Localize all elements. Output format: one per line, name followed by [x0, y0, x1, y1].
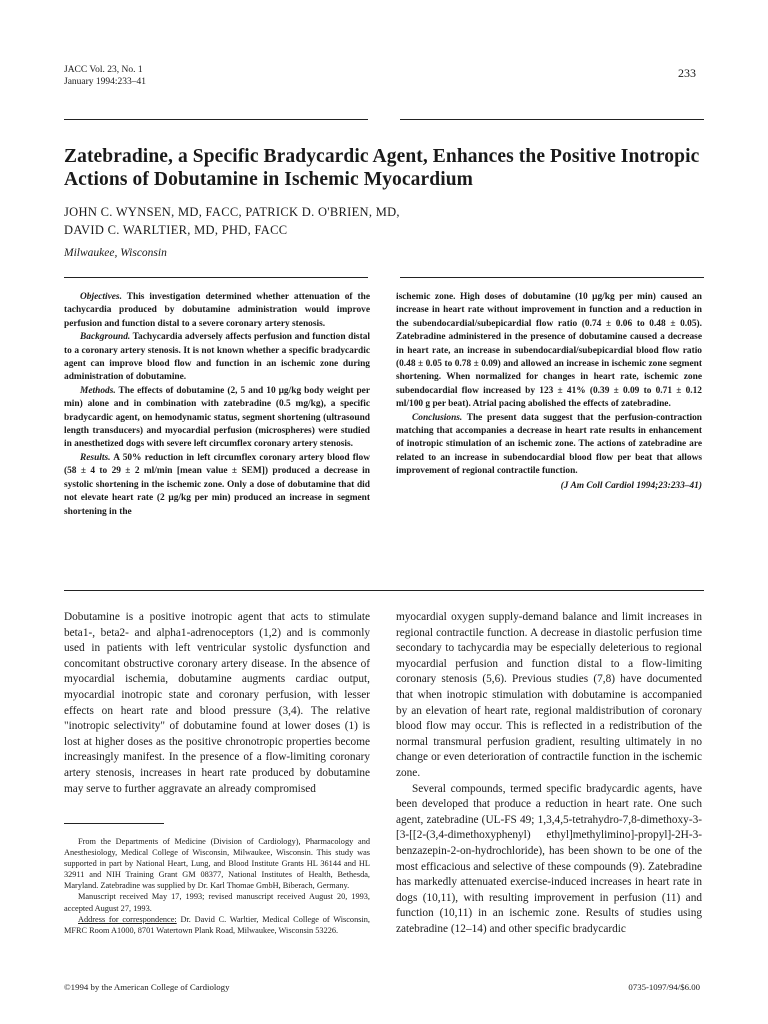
journal-volume: JACC Vol. 23, No. 1 — [64, 65, 143, 75]
abstract-bottom-rule — [64, 590, 704, 591]
journal-date-pages: January 1994:233–41 — [64, 77, 147, 87]
body-right-column — [396, 610, 702, 937]
journal-citation: (J Am Coll Cardiol 1994;23:233–41) — [560, 480, 702, 491]
abstract-left-column — [64, 291, 370, 519]
body-paragraph-1: Dobutamine is a positive inotropic agent that acts to stimulate beta1-, beta2- and alpha1-adrenoceptors (1,2) and is commonly used in patients with left ventricular systolic dysfunction and concomitant obstructive coronary artery disease. In the absence of myocardial ischemia, dobutamine augments cardiac output, myocardial inotropic state and coronary perfusion, with lesser effects on heart rate and blood pressure (3,4). The relative "inotropic selectivity" of dobutamine found at lower doses (1) is lost at higher doses as the positive chronotropic properties become increasingly manifest. In the presence of a flow-limiting coronary artery stenosis, increases in heart rate produced by dobutamine may serve to further aggravate an already compromised — [64, 611, 370, 795]
header-rule-left — [64, 119, 368, 120]
abstract-right-column — [396, 291, 702, 493]
body-paragraph-1-continued: myocardial oxygen supply-demand balance and limit increases in regional contractile function. A decrease in diastolic perfusion time secondary to tachycardia may be especially deleterious to regional myocardial perfusion and function distal to a flow-limiting coronary stenosis (5,6). Previous studies (7,8) have documented that when inotropic stimulation with dobutamine is accompanied by an elevation of heart rate, regional maldistribution of coronary blood flow may occur. This is reflected in a redistribution of the normal transmural perfusion gradient, resulting ultimately in no change or even deterioration of contractile function in the ischemic zone. — [396, 611, 702, 779]
correspondence-label: Address for correspondence: — [78, 914, 177, 924]
background-label: Background. — [80, 332, 131, 343]
journal-reference — [64, 64, 146, 88]
footnote-affiliation: From the Departments of Medicine (Division of Cardiology), Pharmacology and Anesthesiology, Medical College of Wisconsin, Milwaukee, Wisconsin. This study was supported in part by National Heart, Lung, and Blood Institute Grants HL 36144 and HL 32911 and NIH Training Grant GM 08377, National Institutes of Health, Bethesda, Maryland. Zatebradine was supplied by Dr. Karl Thomae GmbH, Biberach, Germany. — [64, 837, 370, 891]
objectives-label: Objectives. — [80, 292, 122, 302]
body-left-column — [64, 610, 370, 797]
conclusions-label: Conclusions. — [412, 412, 463, 423]
methods-label: Methods. — [80, 385, 116, 396]
abstract-results — [64, 452, 370, 519]
objectives-text: This investigation determined whether attenuation of the tachycardia produced by dobutamine administration would improve perfusion and function distal to a severe coronary artery stenosis. — [64, 292, 370, 329]
document-code: 0735-1097/94/$6.00 — [628, 982, 700, 992]
abstract-background — [64, 331, 370, 385]
abstract-rule-left — [64, 277, 368, 278]
page-number: 233 — [678, 66, 696, 80]
authors-line-2: DAVID C. WARLTIER, MD, PHD, FACC — [64, 223, 288, 237]
header-rule-right — [400, 119, 704, 120]
background-text: Tachycardia adversely affects perfusion and function distal to a coronary artery stenosis. It is not known whether a specific bradycardic agent can improve blood flow and function in an ischemic zone during administration of dobutamine. — [64, 332, 370, 383]
authors-line-1: JOHN C. WYNSEN, MD, FACC, PATRICK D. O'BRIEN, MD, — [64, 205, 400, 219]
results-label: Results. — [80, 452, 111, 463]
copyright-notice: ©1994 by the American College of Cardiology — [64, 982, 230, 992]
results-text: A 50% reduction in left circumflex coronary artery blood flow (58 ± 4 to 29 ± 2 ml/min [mean value ± SEM]) produced a decrease in systolic shortening in the ischemic zone. Only a dose of dobutamine that did not elevate heart rate (2 μg/kg per min) produced an increase in segment shortening in the — [64, 452, 370, 517]
article-title: Zatebradine, a Specific Bradycardic Agent, Enhances the Positive Inotropic Actions of Dobutamine in Ischemic Myocardium — [64, 146, 700, 190]
footnote-rule — [64, 823, 164, 824]
footnote-correspondence — [64, 914, 370, 936]
abstract-conclusions — [396, 412, 702, 479]
abstract-objectives — [64, 291, 370, 331]
author-location: Milwaukee, Wisconsin — [64, 247, 167, 259]
abstract-results-continued: ischemic zone. High doses of dobutamine (10 μg/kg per min) caused an increase in heart rate without improvement in function and a reduction in the subendocardial/subepicardial flow ratio (0.74 ± 0.06 to 0.48 ± 0.05). Zatebradine administered in the presence of dobutamine caused a decrease in heart rate, an increase in subendocardial/subepicardial blood flow ratio (0.48 ± 0.05 to 0.78 ± 0.09) and allowed an increase in ischemic zone segment shortening. When normalized for changes in heart rate, ischemic zone subendocardial flow increased by 123 ± 41% (0.39 ± 0.09 to 0.71 ± 0.12 ml/100 g per beat). Atrial pacing abolished the effects of zatebradine. — [396, 292, 702, 410]
abstract-methods — [64, 385, 370, 452]
footnote-received: Manuscript received May 17, 1993; revised manuscript received August 20, 1993, accepted August 27, 1993. — [64, 892, 370, 913]
footnotes — [64, 836, 370, 936]
conclusions-text: The present data suggest that the perfusion-contraction matching that accompanies a decrease in heart rate results in enhancement of inotropic stimulation of an ischemic zone. The actions of zatebradine are related to an increase in subendocardial blood flow per beat that allows improvement of regional contractile function. — [396, 412, 702, 477]
author-list — [64, 203, 704, 239]
body-paragraph-2: Several compounds, termed specific bradycardic agents, have been developed that produce a reduction in heart rate. One such agent, zatebradine (UL-FS 49; 1,3,4,5-tetrahydro-7,8-dimethoxy-3-[3-[[2-(3,4-dimethoxyphenyl) ethyl]methylimino]-propyl]-2H-3-benzazepin-2-on-hydrochloride), has been shown to be one of the most efficacious and selective of these compounds (9). Zatebradine has markedly attenuated exercise-induced increases in heart rate in dogs (10,11), with resulting improvement in perfusion (11) and function (10,11) in an ischemic zone. Results of studies using zatebradine (12–14) and other specific bradycardic — [396, 782, 702, 935]
abstract-rule-right — [400, 277, 704, 278]
correspondence-text: Dr. David C. Warltier, Medical College of Wisconsin, MFRC Room A1000, 8701 Watertown Plank Road, Milwaukee, Wisconsin 53226. — [64, 914, 370, 935]
methods-text: The effects of dobutamine (2, 5 and 10 μg/kg body weight per min) alone and in combination with zatebradine (0.5 mg/kg), a specific bradycardic agent, on hemodynamic status, segment shortening (ultrasound length transducers) and myocardial perfusion (microspheres) were studied in anesthetized dogs with severe left circumflex coronary artery stenosis. — [64, 385, 370, 450]
